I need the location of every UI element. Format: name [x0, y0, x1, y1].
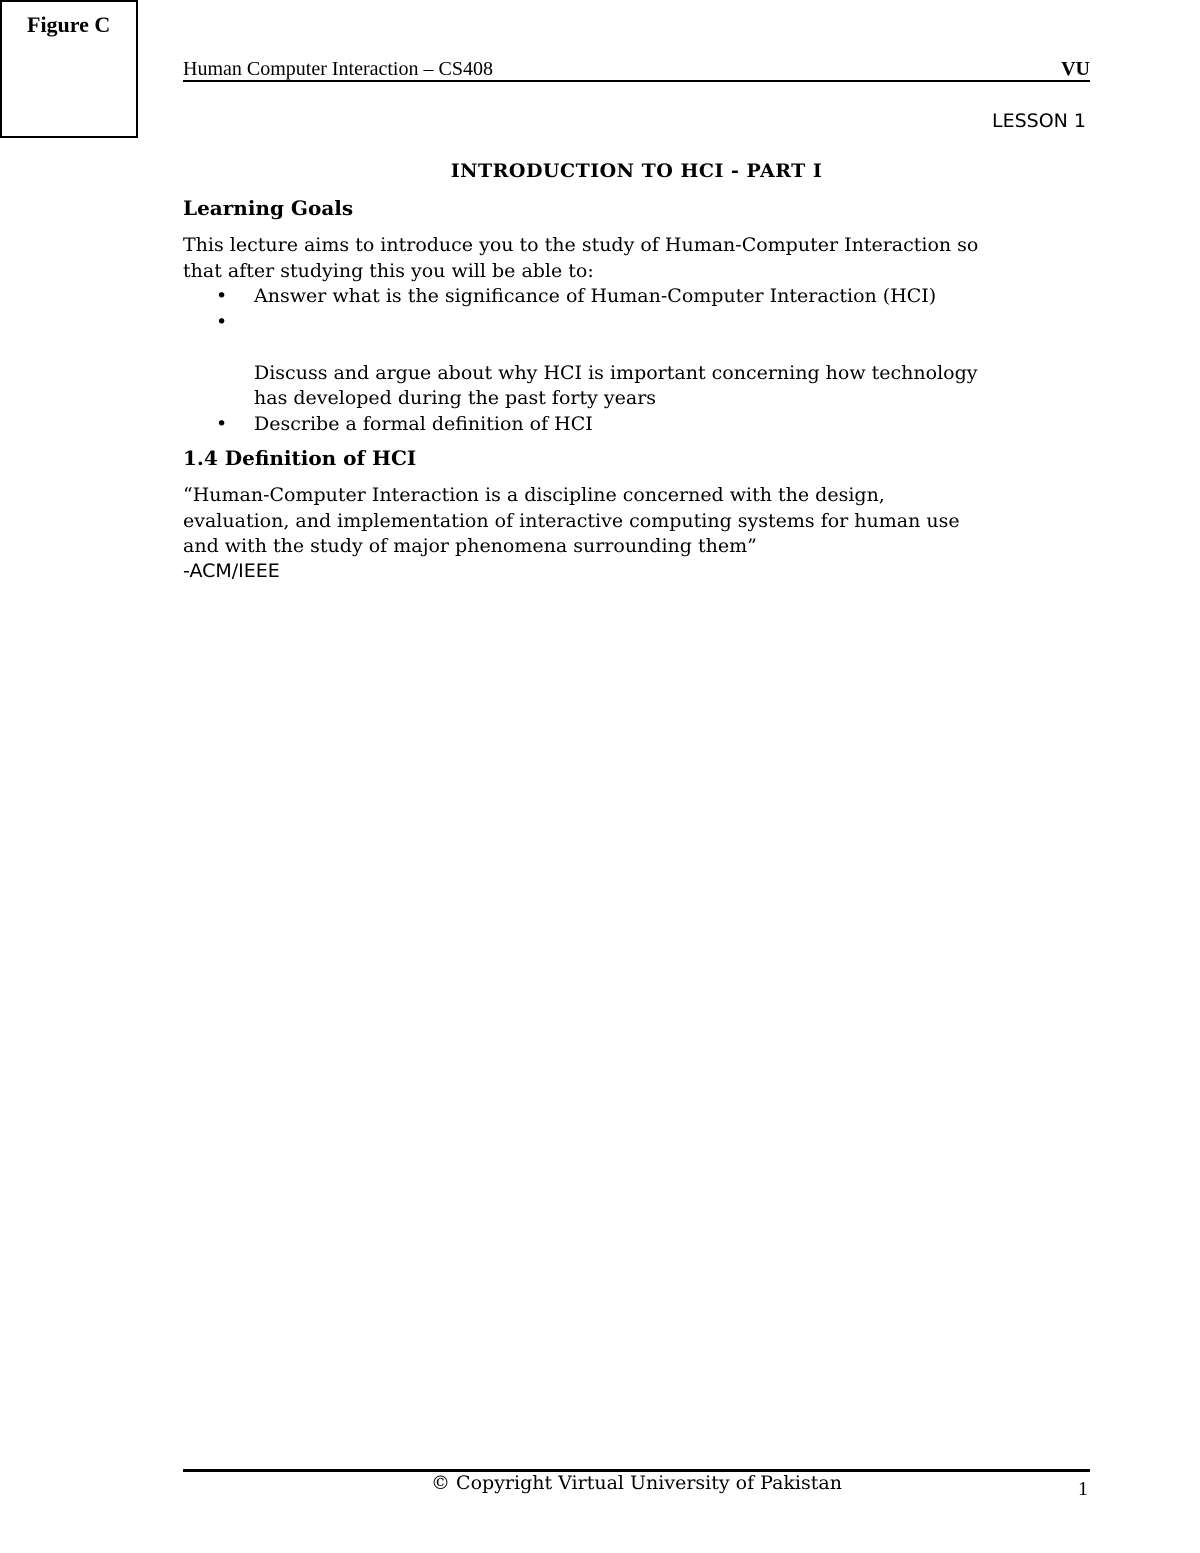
definition-heading: 1.4 Definition of HCI	[183, 446, 417, 470]
page-number: 1	[1078, 1478, 1088, 1500]
header-course-title: Human Computer Interaction – CS408	[183, 58, 493, 80]
lesson-label: LESSON 1	[991, 110, 1086, 132]
learning-goals-heading: Learning Goals	[183, 196, 354, 220]
header-institution: VU	[1061, 58, 1090, 80]
list-item-text: Answer what is the significance of Human-Computer Interaction (HCI)	[254, 285, 937, 307]
bullet-icon: •	[216, 310, 228, 333]
list-item-text: Describe a formal definition of HCI	[254, 412, 593, 435]
definition-quote: “Human-Computer Interaction is a discipline concerned with the design, evaluation, and implementation of interactive computing systems for human use and with the study of major phenomena surrounding them”	[183, 484, 960, 557]
list-item	[183, 310, 1103, 412]
figure-label-box	[0, 0, 138, 138]
learning-goals-intro: This lecture aims to introduce you to the study of Human-Computer Interaction so that after studying this you will be able to:	[183, 234, 979, 282]
list-item-text: Discuss and argue about why HCI is important concerning how technology has developed during the past forty years	[254, 361, 978, 409]
bullet-icon: •	[216, 412, 228, 435]
list-item	[183, 284, 1103, 310]
definition-attribution: -ACM/IEEE	[183, 560, 280, 582]
bullet-icon: •	[216, 285, 228, 307]
page-title: INTRODUCTION TO HCI - PART I	[450, 160, 823, 182]
list-item	[183, 412, 1103, 438]
learning-goals-list	[183, 284, 1103, 437]
header-divider	[183, 80, 1090, 82]
figure-label: Figure C	[27, 12, 111, 37]
footer-copyright: © Copyright Virtual University of Pakistan	[431, 1472, 842, 1494]
